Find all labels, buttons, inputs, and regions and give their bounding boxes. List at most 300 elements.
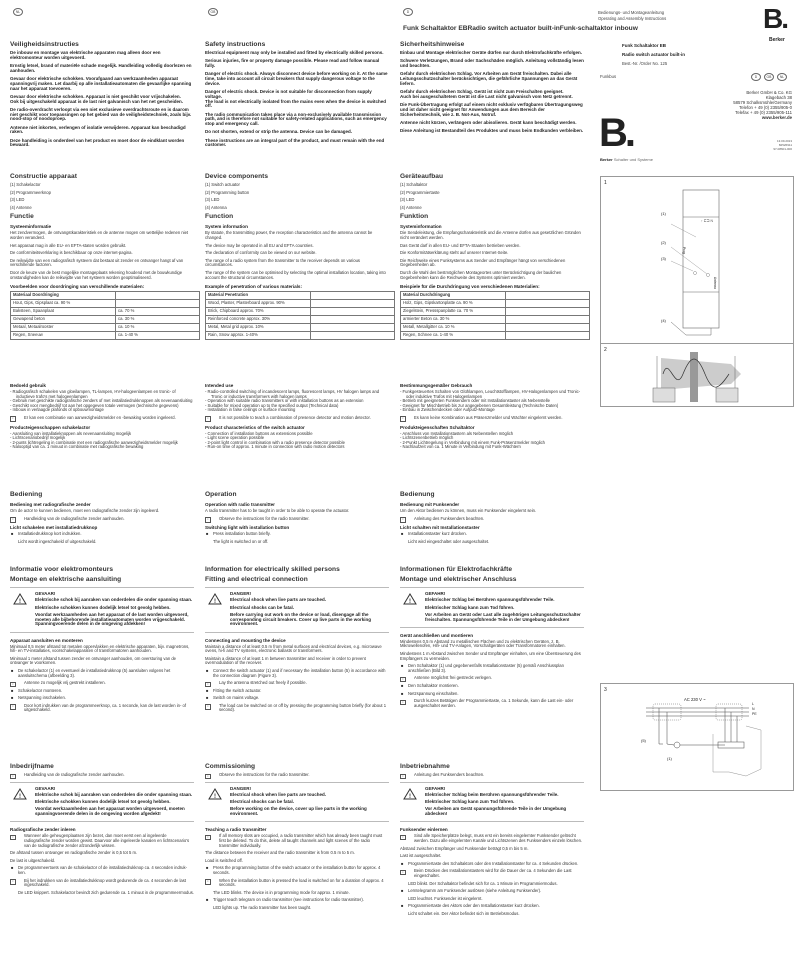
paragraph: Om de actor te kunnen bedienen, moet een radiografische zender zijn ingeleerd. bbox=[10, 508, 160, 513]
info-icon: i bbox=[400, 416, 406, 422]
result-text: The LED blinks. The device is in programming mode for approx. 1 minute. bbox=[213, 889, 350, 895]
paragraph: Load is switched off. bbox=[205, 857, 243, 863]
svg-text:!: ! bbox=[19, 793, 21, 800]
column-gb bbox=[205, 563, 389, 716]
penetration-table bbox=[205, 291, 395, 340]
line-l-label: L bbox=[752, 702, 754, 706]
lang-badge-nl: NL bbox=[13, 8, 23, 16]
column-gb bbox=[205, 170, 389, 343]
paragraph: De conformiteitsverklaring is beschikbaar op onze internet-pagina. bbox=[10, 250, 133, 256]
svg-text:!: ! bbox=[409, 793, 411, 800]
section-heading: Commissioning bbox=[205, 763, 256, 770]
bullet-icon: ■ bbox=[206, 687, 209, 693]
action-step bbox=[10, 689, 194, 694]
list-item: - Installation in false ceilings or surface mounting bbox=[205, 407, 296, 413]
subsection-heading: Intended use bbox=[205, 383, 234, 388]
step-text: De schakelactor (1) en eventueel de installatiedrukknop (5) aansluiten volgens het aansluitschema (afbeelding 3). bbox=[18, 667, 171, 678]
safety-paragraph: Die Funk-Übertragung erfolgt auf einem nicht exklusiv verfügbaren Übertragungsweg und ist daher nicht geeignet für Anwendungen aus dem Bereich der Sicherheitstechnik, wie z. B. Not-Aus, Notruf. bbox=[400, 101, 583, 117]
column-de bbox=[400, 38, 584, 137]
logo-tagline bbox=[600, 158, 653, 163]
action-step bbox=[400, 664, 584, 673]
danger-warning bbox=[10, 587, 194, 633]
info-icon: i bbox=[400, 677, 406, 683]
doc-code: 82526911 bbox=[778, 142, 792, 147]
table-cell: ca. 30 % bbox=[116, 316, 200, 324]
paragraph: (2) Programmeerknop bbox=[10, 189, 51, 195]
radio-range-drawing bbox=[601, 344, 793, 406]
info-note bbox=[400, 869, 584, 878]
note-text: Observe the instructions for the radio transmitter. bbox=[219, 515, 310, 521]
bullet-icon: ■ bbox=[11, 865, 14, 871]
warning-line: Electrical shocks can be fatal. bbox=[230, 604, 295, 610]
info-note bbox=[205, 773, 389, 778]
subsection-heading: Licht schakelen met installatiedrukknop bbox=[10, 525, 98, 531]
result-text: LED leuchtet. Funksender ist eingelernt. bbox=[408, 895, 483, 901]
feature-list bbox=[400, 390, 584, 413]
table-cell: armierter Beton ca. 30 % bbox=[401, 316, 506, 324]
note-text: Bij het indrukken van de installatiedrukknop wordt gedurende de ca. 4 seconden de last ingeschakeld. bbox=[24, 877, 187, 888]
step-text: Press the programming button of the switch actuator or the installation button for approx. 4 seconds. bbox=[213, 865, 381, 875]
paragraph: Abstand zwischen Empfänger und Funksender beträgt 0,5 m bis 5 m. bbox=[400, 845, 529, 851]
section-heading: Operation bbox=[205, 491, 237, 498]
action-step bbox=[205, 696, 389, 701]
warning-title: GEVAAR! bbox=[35, 591, 56, 596]
note-text: When the installation button is pressed the load is switched on for a duration of approx. 4 seconds. bbox=[219, 877, 384, 888]
info-icon: i bbox=[205, 416, 211, 422]
section-heading: Functie bbox=[10, 213, 34, 221]
info-icon: i bbox=[400, 835, 406, 841]
device-drawing bbox=[601, 177, 793, 343]
order-number: Best.-Nr. /Order No. 125 bbox=[622, 61, 668, 66]
result-text: Licht schaltet ein. Der Aktor befindet sich im Betriebsmodus. bbox=[408, 910, 520, 916]
bullet-icon: ■ bbox=[401, 888, 404, 894]
column-de bbox=[400, 563, 584, 711]
address-line: Klagebach 38 bbox=[765, 95, 792, 100]
safety-paragraph: Einbau und Montage elektrischer Geräte dürfen nur durch Elektrofachkräfte erfolgen. bbox=[400, 50, 583, 55]
section-heading: Bediening bbox=[10, 491, 43, 498]
warning-triangle-icon bbox=[403, 592, 417, 610]
safety-paragraph: Electrical equipment may only be installed and fitted by electrically skilled persons. bbox=[205, 50, 384, 55]
table-cell bbox=[311, 316, 395, 324]
section-heading: Constructie apparaat bbox=[10, 173, 77, 180]
safety-paragraph: Antenne nicht kürzen, verlängern oder abisolieren. Gerät kann beschädigt werden. bbox=[400, 119, 577, 125]
info-note bbox=[400, 676, 584, 681]
safety-paragraph: Deze handleiding is onderdeel van het product en moet door de eindklant worden bewaard. bbox=[10, 137, 185, 148]
list-item: - 2-point light control in combination with a radio presence detector possible bbox=[205, 439, 345, 445]
table-row bbox=[401, 300, 590, 308]
paragraph: (2) Programming button bbox=[205, 189, 250, 195]
column-nl bbox=[10, 563, 194, 716]
bullet-icon: ■ bbox=[401, 903, 404, 909]
svg-text:!: ! bbox=[214, 793, 216, 800]
company-address bbox=[733, 90, 792, 120]
info-note bbox=[400, 416, 584, 421]
subsection-heading: Beispiele für die Durchdringung von verschiedenen Materialien: bbox=[400, 284, 540, 290]
subsection-heading: Systeminformation bbox=[400, 224, 442, 230]
info-icon: i bbox=[205, 835, 211, 841]
label-switch-actuator: (1) bbox=[667, 756, 672, 761]
table-cell: Brick, Chipboard approx. 70% bbox=[206, 308, 311, 316]
step-text: Programmiertaste des Aktors oder den Installationstaster kurz drücken. bbox=[408, 903, 540, 909]
step-text: Switch on mains voltage. bbox=[213, 695, 260, 701]
step-text: Fitting the switch actuator. bbox=[213, 687, 262, 693]
paragraph: Minimaal 0,5 meter afstand tot metalen oppervlakken en elektrische apparaten, bijv. magnetrons, hifi- en TV-installaties, voorschakelapparaten of transformatoren aanhouden. bbox=[10, 643, 190, 654]
lang-badge-d: D bbox=[403, 8, 413, 16]
info-note bbox=[205, 517, 389, 522]
info-icon: i bbox=[205, 682, 211, 688]
action-step bbox=[400, 684, 584, 689]
result-text: The light is switched on or off. bbox=[213, 538, 269, 544]
list-item: - Suitable for mixed operation up to the specified output (Technical data) bbox=[205, 402, 339, 408]
header-line-en: Operating and Assembly Instructions bbox=[598, 16, 667, 21]
action-step bbox=[205, 532, 389, 537]
paragraph: Mindestens 1 m Abstand zwischen Sender und Empfänger einhalten, um eine Übersteuerung des Empfängers zu vermeiden. bbox=[400, 650, 581, 661]
feature-list bbox=[400, 432, 584, 450]
antenna-marking: Antenna bbox=[713, 277, 717, 289]
safety-paragraph: Antenne niet inkorten, verlengen of isolatie verwijderen. Apparaat kan beschadigd raken. bbox=[10, 124, 186, 135]
section-row bbox=[0, 760, 600, 919]
warning-triangle-icon bbox=[13, 592, 27, 610]
address-line: Telefax + 49 (0) 2355/905-111 bbox=[735, 110, 792, 115]
figure-3-wiring bbox=[600, 683, 794, 791]
subsection-heading: Funksender einlernen bbox=[400, 827, 448, 833]
table-cell: ca. 10 % bbox=[116, 324, 200, 332]
table-cell bbox=[311, 300, 395, 308]
table-cell: Materiaal Doordringing bbox=[11, 292, 116, 300]
paragraph: Maintain a distance of at least 1 m between transmitter and receiver in order to prevent overmodulation of the receiver. bbox=[205, 655, 366, 666]
table-row bbox=[206, 316, 395, 324]
paragraph: De last is uitgeschakeld. bbox=[10, 857, 56, 863]
section-heading: Veiligheidsinstructies bbox=[10, 41, 79, 48]
result-text: Licht wird eingeschaltet oder ausgeschaltet. bbox=[408, 538, 490, 544]
table-cell: Gewapend beton bbox=[11, 316, 116, 324]
list-item: - Gebruik met geschikte radiografische zenders of met installatiedrukknoppen als nevenaansluiting bbox=[10, 398, 193, 404]
step-text: Programmiertaste des Schaltaktors oder den Installationstaster für ca. 4 Sekunden drücken. bbox=[408, 860, 579, 866]
bullet-icon: ■ bbox=[11, 531, 14, 537]
info-icon: i bbox=[10, 416, 16, 422]
step-text: Schakelactor monteren. bbox=[18, 687, 63, 693]
subsection-heading: Teaching a radio transmitter bbox=[205, 827, 267, 833]
section-heading: Information for electrically skilled persons bbox=[205, 566, 340, 573]
paragraph: A radio transmitter has to be taught in order to be able to operate the actuator. bbox=[205, 508, 350, 513]
address-line: Berker GmbH & Co. KG bbox=[746, 90, 792, 95]
address-line: 58579 Schalksmühle/Germany bbox=[733, 100, 792, 105]
list-item: - Radiografisch schakelen van gloeilampen, TL-lampen, HV-halogeenlampen en tronic- of inductieve trafo's met halogeenlampen bbox=[10, 389, 176, 399]
bullet-icon: ■ bbox=[206, 897, 209, 903]
paragraph: Het zendvermogen, de ontvangstkarakteristiek en de antenne mogen om wettelijke redenen niet worden veranderd. bbox=[10, 230, 189, 240]
table-row bbox=[206, 300, 395, 308]
subsection-heading: Gerät anschließen und montieren bbox=[400, 632, 474, 638]
feature-list bbox=[10, 432, 194, 450]
info-note bbox=[205, 834, 389, 848]
section-row bbox=[0, 488, 600, 563]
warning-line: Elektrische schok bij aanraken van onderdelen die onder spanning staan. bbox=[35, 597, 193, 603]
paragraph: Die Sendeleistung, die Empfangscharakteristik und die Antenne dürfen aus gesetzlichen Gründen nicht verändert werden. bbox=[400, 230, 581, 240]
bullet-icon: ■ bbox=[11, 687, 14, 693]
table-cell: Baksteen, Spaanplaat bbox=[11, 308, 116, 316]
line-n-label: N bbox=[752, 707, 755, 711]
table-cell: Ziegelstein, Pressspanplatte ca. 70 % bbox=[401, 308, 506, 316]
action-step bbox=[10, 866, 194, 875]
section-row bbox=[0, 170, 600, 379]
info-icon: i bbox=[10, 879, 16, 885]
warning-line: Electrical shocks can be fatal. bbox=[230, 799, 295, 805]
prog-marking: Prog bbox=[682, 247, 686, 254]
supply-voltage-label: AC 230 V ~ bbox=[684, 697, 706, 702]
warning-triangle-icon bbox=[208, 592, 222, 610]
safety-paragraph: The radio communication takes place via a non-exclusively available transmission path, and is therefore not suitable for safety-related applications, such as emergency stop and emergency call. bbox=[205, 111, 387, 127]
step-text: De programmeertoets van de schakelactor of de installatiedrukknop ca. 4 seconden indruk-ken. bbox=[18, 865, 187, 875]
section-heading: Sicherheitshinweise bbox=[400, 41, 465, 48]
paragraph: De afstand tussen ontvanger en radiografische zender is 0,5 tot 5 m. bbox=[10, 850, 138, 856]
note-text: Antenne zo mogelijk vrij gestrekt installeren. bbox=[24, 680, 106, 686]
document-codes bbox=[773, 140, 792, 151]
tagline: Schalter und Systeme bbox=[613, 157, 653, 162]
feature-list bbox=[205, 390, 389, 413]
figure-number: 1 bbox=[604, 180, 607, 186]
paragraph: (3) LED bbox=[10, 197, 25, 203]
manual-body bbox=[0, 38, 600, 919]
bullet-icon: ■ bbox=[401, 860, 404, 866]
feature-list bbox=[205, 432, 389, 450]
info-icon: i bbox=[400, 517, 406, 523]
table-cell: Metall, Metallgitter ca. 10 % bbox=[401, 324, 506, 332]
info-note bbox=[10, 834, 194, 848]
step-text: Netspanning inschakelen. bbox=[18, 695, 66, 701]
table-cell bbox=[506, 332, 590, 340]
section-heading: Funktion bbox=[400, 213, 429, 221]
paragraph: (2) Programmiertaste bbox=[400, 189, 440, 195]
table-row bbox=[401, 324, 590, 332]
paragraph: The device may be operated in all EU and EFTA countries. bbox=[205, 242, 314, 248]
result-text: LED blinkt. Der Schaltaktor befindet sich für ca. 1 Minute im Programmiermodus. bbox=[408, 880, 558, 886]
table-row bbox=[206, 308, 395, 316]
table-cell bbox=[116, 292, 200, 300]
list-item: - Inbouw in verlaagde plafonds of opbouwmontage bbox=[10, 407, 104, 413]
paragraph: (1) Schakelactor bbox=[10, 182, 41, 187]
table-cell: Regen, Schnee ca. 1-40 % bbox=[401, 332, 506, 340]
section-heading: Geräteaufbau bbox=[400, 173, 444, 180]
info-note bbox=[10, 704, 194, 713]
column-gb bbox=[205, 760, 389, 913]
subsection-heading: System information bbox=[205, 224, 248, 230]
table-cell: Hout, Gips, Gipsplaat ca. 90 % bbox=[11, 300, 116, 308]
table-cell: Metaal, Metaalrooster bbox=[11, 324, 116, 332]
warning-title: DANGER! bbox=[230, 591, 251, 596]
table-row bbox=[11, 316, 200, 324]
warning-line: Before working on the device, cover up live parts in the working environment. bbox=[230, 806, 367, 817]
paragraph: Mindestens 0,5 m Abstand zu metallischen Flächen und zu elektrischen Geräten, z. B. Mikrowellenofen, Hifi- und TV-Anlagen, Vorschaltgeräten oder Transformatoren einhalten. bbox=[400, 638, 566, 649]
system-name: Funkbus bbox=[600, 74, 617, 79]
action-step bbox=[205, 898, 389, 903]
column-nl bbox=[10, 38, 194, 151]
safety-paragraph: Danger of electric shock. Device is not suitable for disconnection from supply voltage. The load is not electrically isolated from the mains even when the device is switched off. bbox=[205, 88, 387, 109]
column-nl bbox=[10, 379, 194, 453]
bullet-icon: ■ bbox=[401, 682, 404, 688]
safety-paragraph: De radio-overdracht verloopt via een niet exclusieve overdrachtsroute en is daarom niet geschikt voor toepassingen op het gebied van de veiligheidstechniek, zoals bijv. nood-stop of noodoproep. bbox=[10, 106, 192, 122]
label-programming-button: (2) bbox=[661, 240, 666, 245]
berker-brand: Berker bbox=[769, 37, 785, 43]
section-heading: Inbedrijfname bbox=[10, 763, 54, 770]
warning-line: Electrical shock when live parts are touched. bbox=[230, 597, 327, 603]
table-cell bbox=[506, 300, 590, 308]
subsection-heading: Radiografische zender inleren bbox=[10, 827, 76, 833]
result-text: Licht wordt ingeschakeld of uitgeschakeld. bbox=[18, 538, 97, 544]
paragraph: Maintain a distance of at least 0.5 m from metal surfaces and electrical devices, e.g. microwave ovens, hi-fi and TV systems, electronic ballasts or transformers. bbox=[205, 643, 382, 654]
step-text: Den Schaltaktor (1) und gegebenenfalls Installationstaster (5) gemäß Anschlussplan anschließen (Bild 3). bbox=[408, 663, 564, 673]
safety-paragraph: Diese Anleitung ist Bestandteil des Produktes und muss beim Endkunden verbleiben. bbox=[400, 127, 584, 133]
list-item: - Operation with suitable radio transmitters or with installation buttons as an extension bbox=[205, 398, 364, 404]
subsection-heading: Example of penetration of various materials: bbox=[205, 284, 303, 290]
section-heading: Fitting and electrical connection bbox=[205, 576, 308, 583]
info-icon: i bbox=[400, 700, 406, 706]
bullet-icon: ■ bbox=[401, 531, 404, 537]
section-heading: Function bbox=[205, 213, 234, 221]
note-text: Handleiding van de radiografische zender aanhouden. bbox=[24, 515, 125, 521]
warning-title: DANGER! bbox=[230, 785, 251, 791]
safety-paragraph: Gevaar door elektrische schokken. Apparaat is niet geschikt voor vrijschakelen. Ook bij uitgeschakeld apparaat is de last niet galvanisch van het net gescheiden. bbox=[10, 93, 184, 104]
berker-big-logo: B. bbox=[599, 111, 633, 155]
note-text: The load can be switched on or off by pressing the programming button briefly (for about 1 second). bbox=[219, 702, 387, 713]
note-text: Es kann keine Kombination aus Präsenzmelder und Wächter eingelernt werden. bbox=[414, 414, 563, 420]
info-icon: i bbox=[10, 517, 16, 523]
table-row bbox=[401, 316, 590, 324]
table-cell: Wood, Plaster, Plasterboard approx. 90% bbox=[206, 300, 311, 308]
info-note bbox=[205, 416, 389, 421]
section-row bbox=[0, 563, 600, 760]
note-text: If all memory slots are occupied, a radio transmitter which has already been taught must first be deleted. To do this, delete all taught channels and light scenes of the radio transmitter individually. bbox=[219, 833, 383, 848]
table-row bbox=[401, 292, 590, 300]
warning-title: GEFAHR! bbox=[425, 591, 446, 596]
table-cell: Regen, Sneeuw bbox=[11, 332, 116, 340]
list-item: - Nachlaufzeit von ca. 1 Minute in Verbindung mit Funk-Wächtern bbox=[400, 444, 521, 450]
bullet-icon: ■ bbox=[206, 531, 209, 537]
step-text: Connect the switch actuator (1) and if necessary the installation button (5) in accordance with the connection diagram (Figure 3). bbox=[213, 667, 386, 678]
column-gb bbox=[205, 488, 389, 547]
penetration-table bbox=[400, 291, 590, 340]
paragraph: (4) Antenna bbox=[205, 204, 227, 210]
website: www.berker.de bbox=[761, 115, 792, 120]
table-cell: ca. 70 % bbox=[116, 308, 200, 316]
paragraph: Die Konformitätserklärung steht auf unserer Internet-Seite. bbox=[400, 250, 509, 256]
info-icon: i bbox=[205, 517, 211, 523]
warning-line: Electrical shock when live parts are touched. bbox=[230, 791, 327, 797]
info-note bbox=[400, 699, 584, 708]
subsection-heading: Produkteigenschaften Schaltaktor bbox=[400, 424, 475, 430]
list-item: - Connection of installation buttons as extensions possible bbox=[205, 430, 313, 436]
bullet-icon: ■ bbox=[206, 667, 209, 673]
warning-line: Elektrischer Schlag beim Berühren spannungsführender Teile. bbox=[425, 791, 559, 797]
figure-1-device bbox=[600, 176, 794, 344]
paragraph: Durch die Wahl des bestmöglichen Montageortes unter Berücksichtigung der baulichen Gegebenheiten kann die Reichweite des Systems optimiert werden. bbox=[400, 269, 562, 280]
feature-list bbox=[10, 390, 194, 413]
table-row bbox=[11, 292, 200, 300]
paragraph: De reikwijdte van een radiografisch systeem dat bestaat uit zender en ontvanger hangt af van verschillende factoren. bbox=[10, 257, 184, 268]
warning-title: GEVAAR! bbox=[35, 785, 56, 791]
subsection-heading: Bediening met radiografische zender bbox=[10, 502, 91, 507]
doc-code: 97-08601-000 bbox=[773, 146, 792, 151]
danger-warning bbox=[205, 782, 389, 823]
section-heading: Bedienung bbox=[400, 491, 435, 498]
table-cell: ca. 1-40 % bbox=[116, 332, 200, 340]
bullet-icon: ■ bbox=[401, 663, 404, 669]
safety-paragraph: Schwere Verletzungen, Brand oder Sachschäden möglich. Anleitung vollständig lesen und beachten. bbox=[400, 58, 584, 68]
step-text: Lerntelegramm am Funksender auslösen (siehe Anleitung Funksender). bbox=[408, 888, 542, 894]
safety-paragraph: De inbouw en montage van elektrische apparaten mag alleen door een elektromonteur worden uitgevoerd. bbox=[10, 50, 161, 60]
action-step bbox=[400, 692, 584, 697]
section-heading: Inbetriebnahme bbox=[400, 763, 450, 770]
table-row bbox=[206, 292, 395, 300]
penetration-table bbox=[10, 291, 200, 340]
lang-badge-nl: NL bbox=[777, 73, 787, 81]
action-step bbox=[205, 866, 389, 875]
column-nl bbox=[10, 488, 194, 547]
list-item: - Geeignet für Mischbetrieb bis zur angegebenen Gesamtleistung (Technische Daten) bbox=[400, 402, 559, 408]
subsection-heading: Apparaat aansluiten en monteren bbox=[10, 637, 83, 643]
table-cell: Holz, Gips, Gipskartonplatte ca. 90 % bbox=[401, 300, 506, 308]
safety-paragraph: Gevaar door elektrische schokken. Voorafgaand aan werkzaamheden apparaat spanningvrij maken. Let daarbij op alle installatieautomaten die gevaarlijke spanning naar het apparaat toevoeren. bbox=[10, 75, 192, 91]
danger-warning bbox=[400, 587, 584, 628]
warning-line: Elektrischer Schlag bei Berühren spannungsführender Teile. bbox=[425, 597, 555, 603]
info-icon: i bbox=[10, 704, 16, 710]
info-icon: i bbox=[400, 774, 406, 780]
section-row bbox=[0, 38, 600, 170]
section-heading: Informationen für Elektrofachkräfte bbox=[400, 566, 513, 573]
table-row bbox=[11, 324, 200, 332]
info-icon: i bbox=[10, 835, 16, 841]
bullet-icon: ■ bbox=[401, 690, 404, 696]
step-text: Trigger teach telegram on radio transmitter (see instructions for radio transmitter). bbox=[213, 897, 364, 903]
action-step bbox=[10, 669, 194, 678]
note-text: Durch kurzes Betätigen der Programmiertaste, ca. 1 Sekunde, kann die Last ein- oder ausgeschaltet werden. bbox=[414, 698, 574, 708]
action-step bbox=[205, 669, 389, 678]
paragraph: Last ist ausgeschaltet. bbox=[400, 853, 442, 859]
safety-paragraph: Gefahr durch elektrischen Schlag. Gerät ist nicht zum Freischalten geeignet. Auch bei ausgeschaltetem Gerät ist die Last nicht galvanisch vom Netz getrennt. bbox=[400, 88, 573, 99]
step-text: Den Schaltaktor montieren. bbox=[408, 682, 459, 688]
subsection-heading: Connecting and mounting the device bbox=[205, 637, 286, 643]
result-text: De LED knippert. Schakelactor bevindt zich gedurende ca. 1 minuut in de programmeermodus. bbox=[18, 889, 194, 895]
info-note bbox=[205, 681, 389, 686]
action-step bbox=[10, 532, 194, 537]
list-item: - Funkgesteuertes Schalten von Glühlampen, Leuchtstofflampen, HV-Halogenlampen und Tronic- oder induktive Trafos mit Halogenlampen bbox=[400, 389, 581, 399]
paragraph: Het apparaat mag in alle EU- en EFTA-staten worden gebruikt. bbox=[10, 242, 127, 248]
table-row bbox=[11, 300, 200, 308]
table-cell bbox=[311, 332, 395, 340]
column-de bbox=[400, 170, 584, 343]
address-line: Telefon + 49 (0) 2355/905-0 bbox=[739, 105, 792, 110]
paragraph: The declaration of conformity can be viewed on our website. bbox=[205, 250, 317, 256]
table-row bbox=[401, 332, 590, 340]
warning-line: Before carrying out work on the device or load, disengage all the corresponding circuit breakers. Cover up live parts in the working environment. bbox=[230, 611, 372, 627]
action-step bbox=[400, 532, 584, 537]
column-de bbox=[400, 760, 584, 919]
doc-date: 13.09.2013 bbox=[776, 139, 792, 143]
paragraph: (3) LED bbox=[205, 197, 220, 203]
paragraph: By statute, the transmitting power, the reception characteristics and the antenna cannot be changed. bbox=[205, 230, 373, 240]
list-item: - Betrieb mit geeigneten Funksendern oder mit Installationstaster als Nebenstelle bbox=[400, 398, 550, 404]
paragraph: (3) LED bbox=[400, 197, 415, 203]
bullet-icon: ■ bbox=[206, 695, 209, 701]
table-cell bbox=[506, 308, 590, 316]
info-icon: i bbox=[205, 774, 211, 780]
label-antenna: (4) bbox=[661, 318, 666, 323]
paragraph: The distance between the receiver and the radio transmitter is from 0.5 m to 5 m. bbox=[205, 850, 355, 856]
figure-2-range bbox=[600, 343, 794, 407]
info-note bbox=[400, 773, 584, 778]
section-row bbox=[0, 379, 600, 488]
safety-paragraph: Danger of electric shock. Always disconnect device before working on it. At the same time, take into account all circuit breakers that supply dangerous voltage to the device. bbox=[205, 71, 388, 86]
info-note bbox=[400, 517, 584, 522]
